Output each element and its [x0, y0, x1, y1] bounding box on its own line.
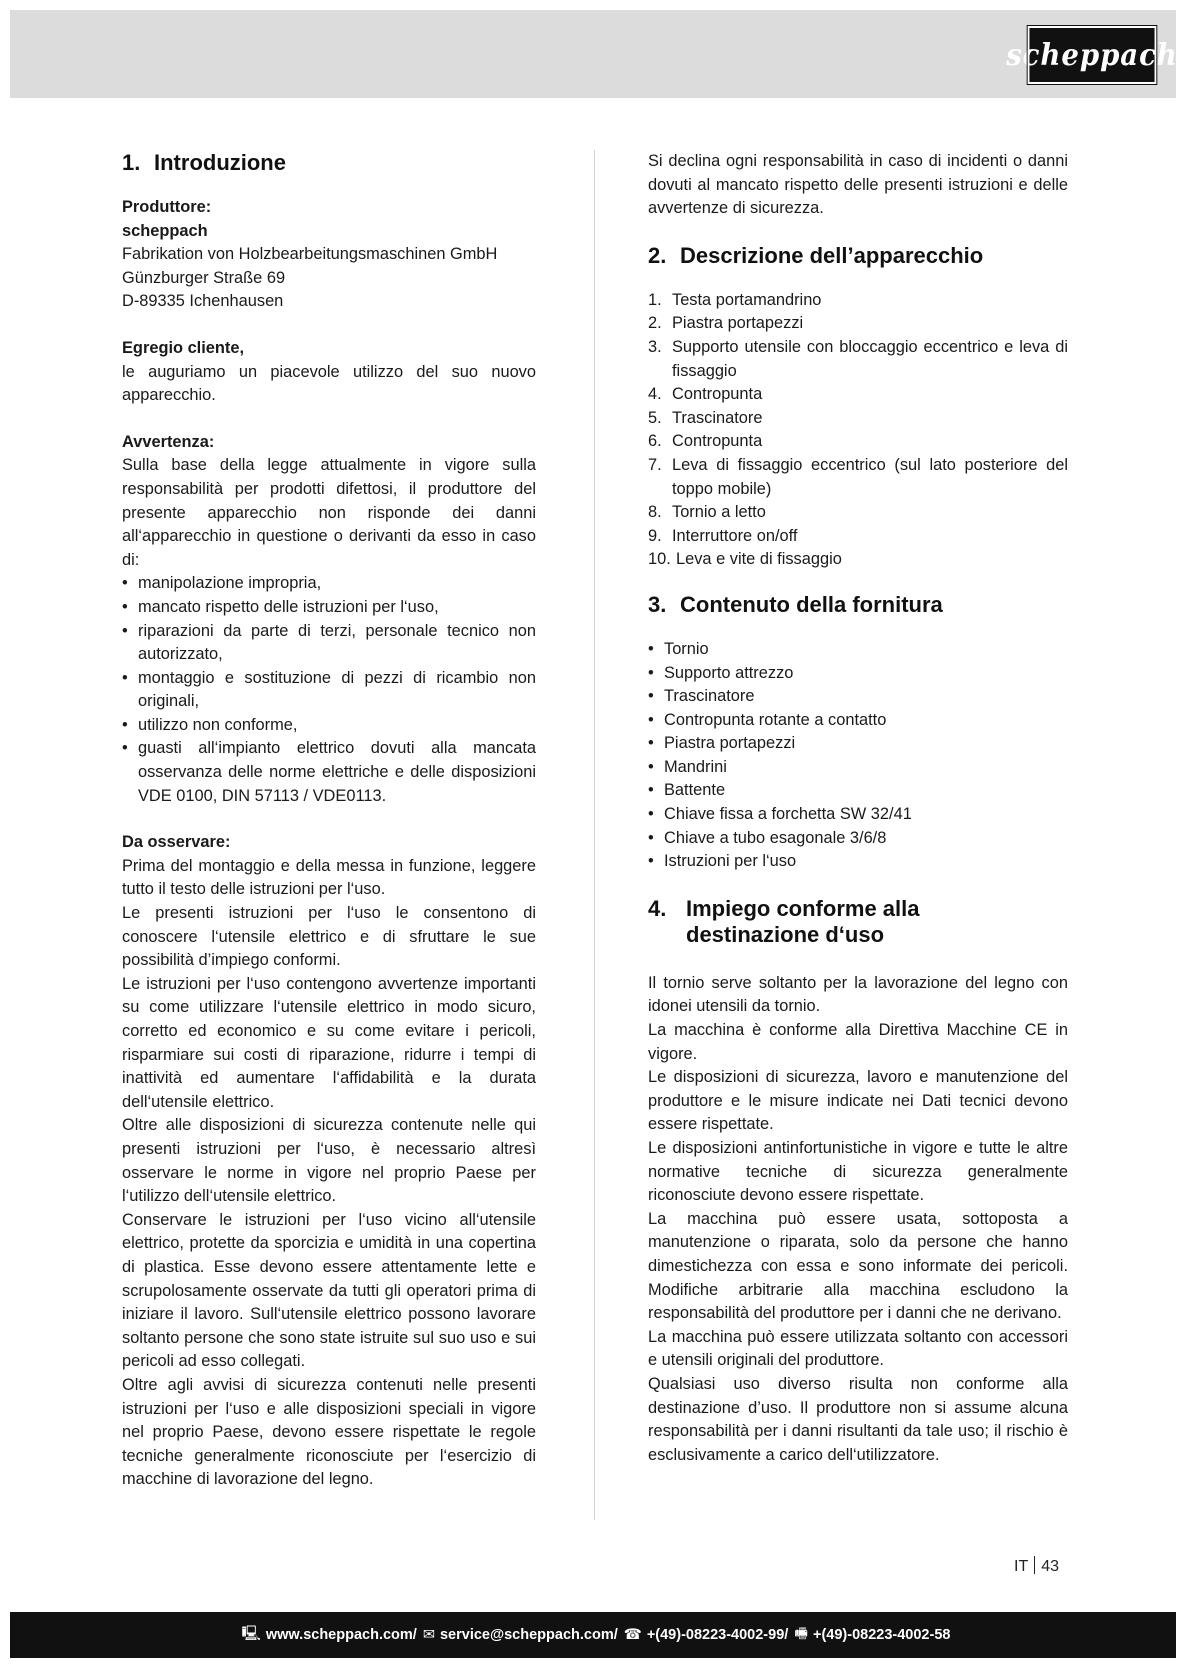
- list-item: • Mandrini: [648, 756, 1068, 780]
- warning-label: Avvertenza:: [122, 432, 215, 451]
- mail-icon: ✉: [422, 1627, 435, 1643]
- section-supply-heading: 3. Contenuto della fornitura: [648, 591, 943, 617]
- warning-list: [122, 572, 536, 808]
- producer-name: scheppach: [122, 221, 208, 240]
- list-item: 10. Leva e vite di fissaggio: [648, 550, 842, 569]
- producer-address-line: D-89335 Ichenhausen: [122, 292, 284, 311]
- list-item: 2. Piastra portapezzi: [648, 314, 804, 333]
- page-language: IT: [1014, 1558, 1029, 1575]
- list-item: • manipolazione impropria,: [122, 572, 536, 596]
- producer-label: Produttore:: [122, 198, 212, 216]
- list-item: • Battente: [648, 779, 1068, 803]
- observe-label: Da osservare:: [122, 833, 231, 852]
- page-number: [1014, 1556, 1059, 1576]
- list-item: • Istruzioni per l‘uso: [648, 850, 1068, 874]
- intended-use-paragraph: Le disposizioni di sicurezza, lavoro e manutenzione del produttore e le misure indicate nei Dati tecnici devono essere rispettate.: [648, 1068, 1068, 1134]
- supply-list: [648, 638, 1068, 874]
- intended-use-paragraph: La macchina può essere usata, sottoposta a manutenzione o riparata, solo da persone che hanno dimestichezza con essa e sono informate dei pericoli. Modifiche arbitrarie alla macchina escludono la responsabilità del produttore per i danni che ne derivano.: [648, 1209, 1068, 1323]
- observe-paragraph: Prima del montaggio e della messa in funzione, leggere tutto il testo delle istruzioni per l‘uso.: [122, 856, 536, 899]
- section-introduction-heading: 1. Introduzione: [122, 150, 286, 175]
- list-item: • Chiave fissa a forchetta SW 32/41: [648, 803, 1068, 827]
- producer-address-line: Günzburger Straße 69: [122, 268, 286, 287]
- observe-paragraph: Le presenti istruzioni per l‘uso le consentono di conoscere l‘utensile elettrico e di sfruttare le sue possibilità d’impiego conformi.: [122, 904, 536, 970]
- warning-text: Sulla base della legge attualmente in vigore sulla responsabilità per prodotti difettosi, il produttore del presente apparecchio non risponde dei danni all‘apparecchio in questione o derivanti da esso in caso di:: [122, 456, 536, 569]
- producer-address-line: Fabrikation von Holzbearbeitungsmaschinen GmbH: [122, 245, 498, 264]
- left-column: [122, 150, 536, 1492]
- scheppach-logo: scheppach: [1028, 26, 1157, 84]
- list-item: 6. Contropunta: [648, 432, 763, 451]
- footer-email[interactable]: service@scheppach.com: [439, 1627, 614, 1643]
- list-item: • Contropunta rotante a contatto: [648, 709, 1068, 733]
- phone-icon: ☎: [623, 1627, 642, 1643]
- list-item: • mancato rispetto delle istruzioni per l‘uso,: [122, 596, 536, 620]
- right-column: [648, 150, 1068, 1467]
- section-description-heading: 2. Descrizione dell’apparecchio: [648, 242, 984, 268]
- list-item: 3. Supporto utensile con bloccaggio eccentrico e leva di fissaggio: [648, 337, 1068, 380]
- intended-use-paragraph: Le disposizioni antinfortunistiche in vigore e tutte le altre normative tecniche di sicurezza generalmente riconosciute devono essere rispettate.: [648, 1139, 1068, 1205]
- list-item: 5. Trascinatore: [648, 408, 763, 427]
- list-item: • Tornio: [648, 638, 1068, 662]
- list-item: • Trascinatore: [648, 685, 1068, 709]
- list-item: • montaggio e sostituzione di pezzi di ricambio non originali,: [122, 667, 536, 714]
- list-item: 1. Testa portamandrino: [648, 290, 822, 309]
- intended-use-paragraph: La macchina è conforme alla Direttiva Macchine CE in vigore.: [648, 1021, 1068, 1063]
- fax-icon: 🖷: [794, 1625, 808, 1642]
- list-item: 7. Leva di fissaggio eccentrico (sul lato posteriore del toppo mobile): [648, 455, 1068, 498]
- dear-customer-label: Egregio cliente,: [122, 338, 245, 357]
- list-item: • riparazioni da parte di terzi, personale tecnico non autorizzato,: [122, 620, 536, 667]
- list-item: • utilizzo non conforme,: [122, 714, 536, 738]
- column-divider: [594, 150, 595, 1520]
- footer-phone[interactable]: +(49)-08223-4002-99: [646, 1627, 785, 1643]
- list-item: 9. Interruttore on/off: [648, 526, 798, 545]
- computer-icon: 🖳: [241, 1625, 261, 1642]
- observe-paragraph: Le istruzioni per l‘uso contengono avvertenze importanti su come utilizzare l‘utensile elettrico in modo sicuro, corretto ed economico e su come evitare i pericoli, risparmiare sui costi di riparazione, ridurre i tempi di inattività ed aumentare l‘affidabilità e la durata dell‘utensile elettrico.: [122, 974, 536, 1111]
- section-intended-use-heading: 4. Impiego conforme alla destinazione d‘uso: [648, 895, 920, 947]
- device-parts-list: [648, 289, 1068, 572]
- list-item: 8. Tornio a letto: [648, 503, 766, 522]
- observe-paragraph: Conservare le istruzioni per l‘uso vicino all‘utensile elettrico, protette da sporcizia e umidità in una copertina di plastica. Esse devono essere attentamente lette e scrupolosamente osservate da tutti gli operatori prima di iniziare il lavoro. Sull‘utensile elettrico possono lavorare soltanto persone che sono state istruite sul suo uso e sui pericoli ad esso collegati.: [122, 1210, 536, 1371]
- intended-use-paragraph: La macchina può essere utilizzata soltanto con accessori e utensili originali del produttore.: [648, 1327, 1068, 1370]
- list-item: • Supporto attrezzo: [648, 662, 1068, 686]
- list-item: 4. Contropunta: [648, 385, 763, 404]
- list-item: • guasti all‘impianto elettrico dovuti alla mancata osservanza delle norme elettriche e delle disposizioni VDE 0100, DIN 57113 / VDE0113.: [122, 737, 536, 808]
- header-band: [10, 10, 1176, 98]
- observe-paragraph: Oltre alle disposizioni di sicurezza contenute nelle qui presenti istruzioni per l‘uso, è necessario altresì osservare le norme in vigore nel proprio Paese per l‘utilizzo dell‘utensile elettrico.: [122, 1116, 536, 1206]
- disclaimer-text: Si declina ogni responsabilità in caso di incidenti o danni dovuti al mancato rispetto delle presenti istruzioni e delle avvertenze di sicurezza.: [648, 152, 1068, 218]
- page-number-value: 43: [1041, 1558, 1060, 1575]
- intended-use-paragraph: Il tornio serve soltanto per la lavorazione del legno con idonei utensili da tornio.: [648, 973, 1068, 1016]
- dear-customer-text: le auguriamo un piacevole utilizzo del suo nuovo apparecchio.: [122, 362, 536, 405]
- list-item: • Piastra portapezzi: [648, 732, 1068, 756]
- footer-fax: +(49)-08223-4002-58: [813, 1627, 951, 1643]
- footer-bar: 🖳 www.scheppach.com / ✉ service@scheppach.com / ☎ +(49)-08223-4002-99 / 🖷 +(49)-08223-4002-58: [10, 1612, 1176, 1658]
- observe-paragraph: Oltre agli avvisi di sicurezza contenuti nelle presenti istruzioni per l‘uso e alle disposizioni speciali in vigore nel proprio Paese, devono essere rispettate le regole tecniche generalmente riconosciute per l‘esercizio di macchine di lavorazione del legno.: [122, 1375, 536, 1489]
- list-item: • Chiave a tubo esagonale 3/6/8: [648, 827, 1068, 851]
- intended-use-paragraph: Qualsiasi uso diverso risulta non conforme alla destinazione d’uso. Il produttore non si assume alcuna responsabilità per i danni risultanti da tale uso; il rischio è esclusivamente a carico dell‘utilizzatore.: [648, 1374, 1068, 1464]
- footer-website[interactable]: www.scheppach.com: [265, 1627, 413, 1643]
